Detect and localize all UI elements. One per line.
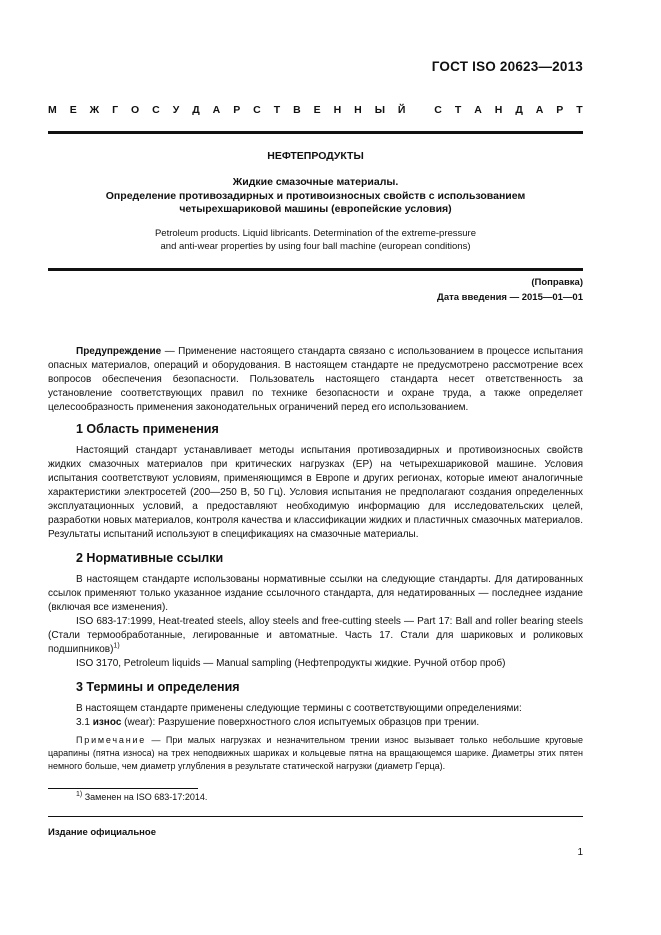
standard-type-letter: Т: [454, 104, 462, 116]
warning-block: [48, 345, 583, 415]
standard-type-letter: А: [212, 104, 221, 116]
doc-title-main: НЕФТЕПРОДУКТЫ: [267, 150, 364, 162]
intro-date: Дата введения — 2015—01—01: [437, 292, 583, 303]
footnote-1: [76, 792, 207, 802]
amendment-label: (Поправка): [531, 277, 583, 288]
warning-text: — Применение настоящего стандарта связано с использованием в процессе испытания опасных материалов, операций и оборудования. В настоящем стандарте не предусмотрено рассмотрение всех вопросов обеспечения безопасности. Пользователь настоящего стандарта несет ответственность за установление соответствующих правил по технике безопасности и охране труда, а также определяет целесообразность применения законодательных ограничений перед его использованием.: [48, 346, 583, 413]
section-2-body: [48, 573, 583, 671]
footnote-ref-1[interactable]: 1): [113, 642, 120, 650]
standard-type-letter: Р: [556, 104, 564, 116]
standard-type-letter: Й: [397, 104, 406, 116]
doc-title-sub: [48, 176, 583, 217]
section-2-reference-iso3170: ISO 3170, Petroleum liquids — Manual sampling (Нефтепродукты жидкие. Ручной отбор проб): [76, 658, 506, 669]
section-2-reference-iso683: [48, 615, 583, 657]
section-1-paragraph: Настоящий стандарт устанавливает методы испытания противозадирных и противоизносных свойств жидких смазочных материалов при критических нагрузках (ЕР) на четырехшариковой машине. Условия испытания соответствуют условиям, применяющимся в Европе и других регионах, которые имеют аналогичные характеристики электросетей (200—250 В, 50 Гц). Условия испытания не предполагают создания определенных эксплуатационных условий, а предоставляют необходимую информацию для исследовательских целей, разработки новых материалов, контроля качества и классификации жидких и пластичных смазочных материалов. Результаты испытаний используют в спецификациях на смазочные материалы.: [48, 445, 583, 540]
section-2-heading: 2 Нормативные ссылки: [76, 551, 224, 565]
section-1-heading: 1 Область применения: [76, 422, 219, 436]
section-3-heading: 3 Термины и определения: [76, 680, 240, 694]
standard-type-letter: Д: [192, 104, 200, 116]
section-3-body: [48, 702, 583, 773]
standard-type-letter: У: [172, 104, 180, 116]
standard-type-letter: Е: [313, 104, 321, 116]
section-3-paragraph-1: В настоящем стандарте применены следующие термины с соответствующими определениями:: [76, 703, 522, 714]
standard-type-letter: [418, 104, 421, 116]
standard-type-letter: Н: [494, 104, 503, 116]
footnote-mark: 1): [76, 791, 83, 798]
standard-type-title: [48, 104, 583, 116]
standard-type-letter: Г: [112, 104, 119, 116]
section-1-body: [48, 444, 583, 542]
doc-title-english: [48, 227, 583, 253]
standard-type-letter: С: [434, 104, 442, 116]
standard-type-letter: С: [152, 104, 160, 116]
reference-iso683-text: ISO 683-17:1999, Heat-treated steels, alloy steels and free-cutting steels — Part 17: Ball and roller bearing steels (Стали термообработанные, легированные и автоматные. Часть 17. Стали для шариковых и роликовых подшипников): [48, 616, 583, 655]
doc-title-en-line1: Petroleum products. Liquid libricants. Determination of the extreme-pressure: [154, 228, 477, 239]
standard-type-letter: О: [131, 104, 140, 116]
standard-type-letter: Р: [233, 104, 241, 116]
standard-type-letter: А: [535, 104, 544, 116]
term-definition: (wear): Разрушение поверхностного слоя испытуемых образцов при трении.: [121, 717, 480, 728]
standard-type-letter: С: [253, 104, 261, 116]
term-name: износ: [92, 717, 122, 728]
official-edition-label: Издание официальное: [48, 827, 156, 838]
footer-rule: [48, 816, 583, 817]
term-3-1: [48, 716, 583, 730]
standard-type-letter: В: [293, 104, 301, 116]
doc-title-sub-line3: четырехшариковой машины (европейские условия): [179, 203, 452, 215]
standard-type-letter: Т: [273, 104, 281, 116]
standard-type-letter: Н: [333, 104, 342, 116]
note-label: Примечание: [76, 735, 147, 745]
warning-paragraph: [48, 345, 583, 415]
standard-type-letter: Н: [354, 104, 362, 116]
doc-title-sub-line1: Жидкие смазочные материалы.: [232, 176, 399, 188]
standard-type-letter: М: [48, 104, 57, 116]
standard-type-letter: Т: [576, 104, 583, 116]
standard-type-letter: Ж: [89, 104, 100, 116]
warning-label: Предупреждение: [76, 346, 162, 357]
footnote-rule: [48, 788, 198, 789]
note-text: — При малых нагрузках и незначительном трении износ вызывает только небольшие круговые царапины (пятна износа) на трех неподвижных шариках и кольцевые пятна на вращающемся шарике. Диаметры этих пятен немного больше, чем диаметр углубления в результате статической нагрузки (диаметр Герца).: [48, 735, 583, 771]
doc-title-sub-line2: Определение противозадирных и противоизносных свойств с использованием: [105, 189, 526, 202]
doc-code: ГОСТ ISO 20623—2013: [431, 59, 583, 74]
top-rule: [48, 131, 583, 134]
title-bottom-rule: [48, 268, 583, 271]
standard-type-letter: Е: [69, 104, 77, 116]
term-note: [48, 734, 583, 773]
section-2-paragraph-1: В настоящем стандарте использованы нормативные ссылки на следующие стандарты. Для датированных ссылок применяют только указанное издание ссылочного стандарта, для недатированных — последнее издание (включая все изменения).: [48, 574, 583, 613]
term-number: 3.1: [76, 717, 93, 728]
standard-type-letter: Д: [515, 104, 523, 116]
standard-type-letter: Ы: [374, 104, 385, 116]
standard-type-letter: А: [474, 104, 482, 116]
footnote-text: Заменен на ISO 683-17:2014.: [82, 792, 208, 802]
doc-title-en-line2: and anti-wear properties by using four ball machine (european conditions): [160, 241, 471, 252]
page-number: 1: [577, 847, 583, 858]
